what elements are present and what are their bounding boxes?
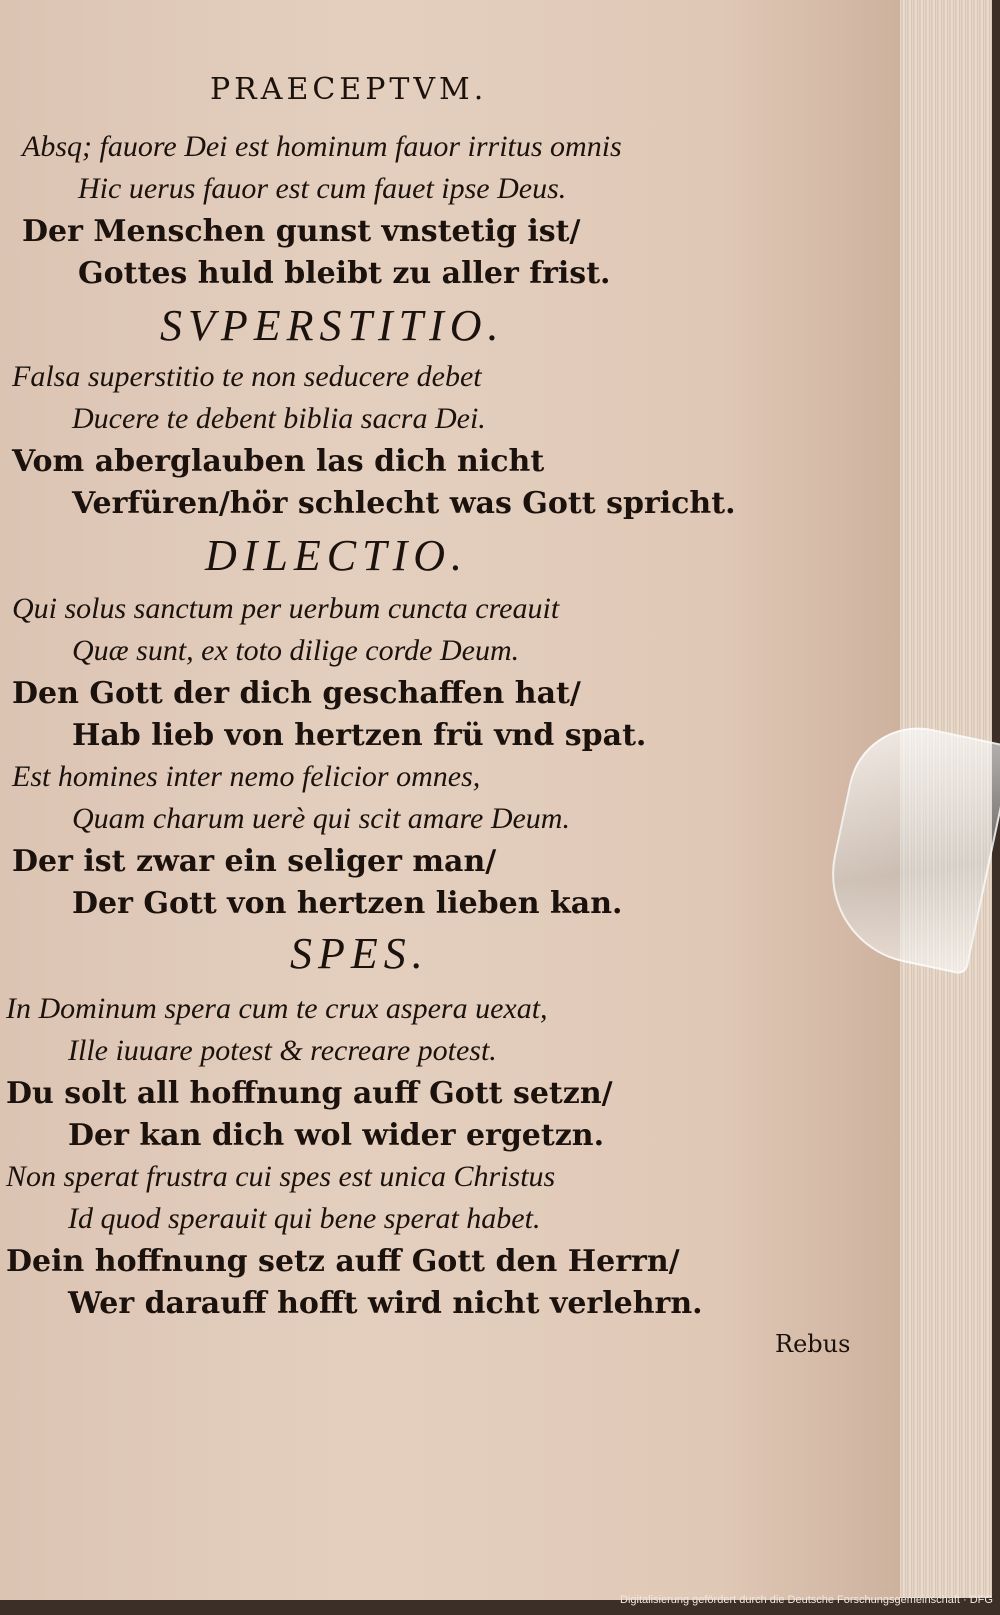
verse-line: In Dominum spera cum te crux aspera uexat,: [6, 992, 548, 1025]
section-heading: SPES.: [290, 929, 429, 978]
verse-line: Ille iuuare potest & recreare potest.: [68, 1034, 497, 1067]
verse-line: Den Gott der dich geschaffen hat/: [12, 676, 581, 711]
section-heading: DILECTIO.: [205, 531, 469, 580]
running-head: PRAECEPTVM.: [210, 72, 488, 107]
verse-line: Hab lieb von hertzen frü vnd spat.: [72, 718, 647, 753]
verse-line: Non sperat frustra cui spes est unica Christus: [6, 1160, 556, 1193]
verse-line: Der Gott von hertzen lieben kan.: [72, 886, 623, 921]
footer-credit: Digitalisierung gefördert durch die Deutsche Forschungsgemeinschaft · DFG: [620, 1594, 993, 1606]
verse-line: Falsa superstitio te non seducere debet: [12, 360, 482, 393]
verse-line: Verfüren/hör schlecht was Gott spricht.: [72, 486, 736, 521]
verse-line: Hic uerus fauor est cum fauet ipse Deus.: [78, 172, 567, 205]
verse-line: Quæ sunt, ex toto dilige corde Deum.: [72, 634, 520, 667]
verse-line: Wer darauff hofft wird nicht verlehrn.: [68, 1286, 703, 1321]
verse-line: Gottes huld bleibt zu aller frist.: [78, 256, 611, 291]
verse-line: Der ist zwar ein seliger man/: [12, 844, 497, 879]
verse-line: Quam charum uerè qui scit amare Deum.: [72, 802, 570, 835]
verse-line: Der Menschen gunst vnstetig ist/: [22, 214, 581, 249]
catchword: Rebus: [775, 1330, 851, 1358]
verse-line: Du solt all hoffnung auff Gott setzn/: [6, 1076, 613, 1111]
verse-line: Der kan dich wol wider ergetzn.: [68, 1118, 605, 1153]
verse-line: Id quod sperauit qui bene sperat habet.: [68, 1202, 541, 1235]
verse-line: Absq; fauore Dei est hominum fauor irritus omnis: [22, 130, 622, 163]
verse-line: Vom aberglauben las dich nicht: [12, 444, 545, 479]
section-heading: SVPERSTITIO.: [160, 301, 505, 350]
verse-line: Qui solus sanctum per uerbum cuncta creauit: [12, 592, 560, 625]
verse-line: Dein hoffnung setz auff Gott den Herrn/: [6, 1244, 680, 1279]
verse-line: Est homines inter nemo felicior omnes,: [12, 760, 481, 793]
verse-line: Ducere te debent biblia sacra Dei.: [72, 402, 486, 435]
